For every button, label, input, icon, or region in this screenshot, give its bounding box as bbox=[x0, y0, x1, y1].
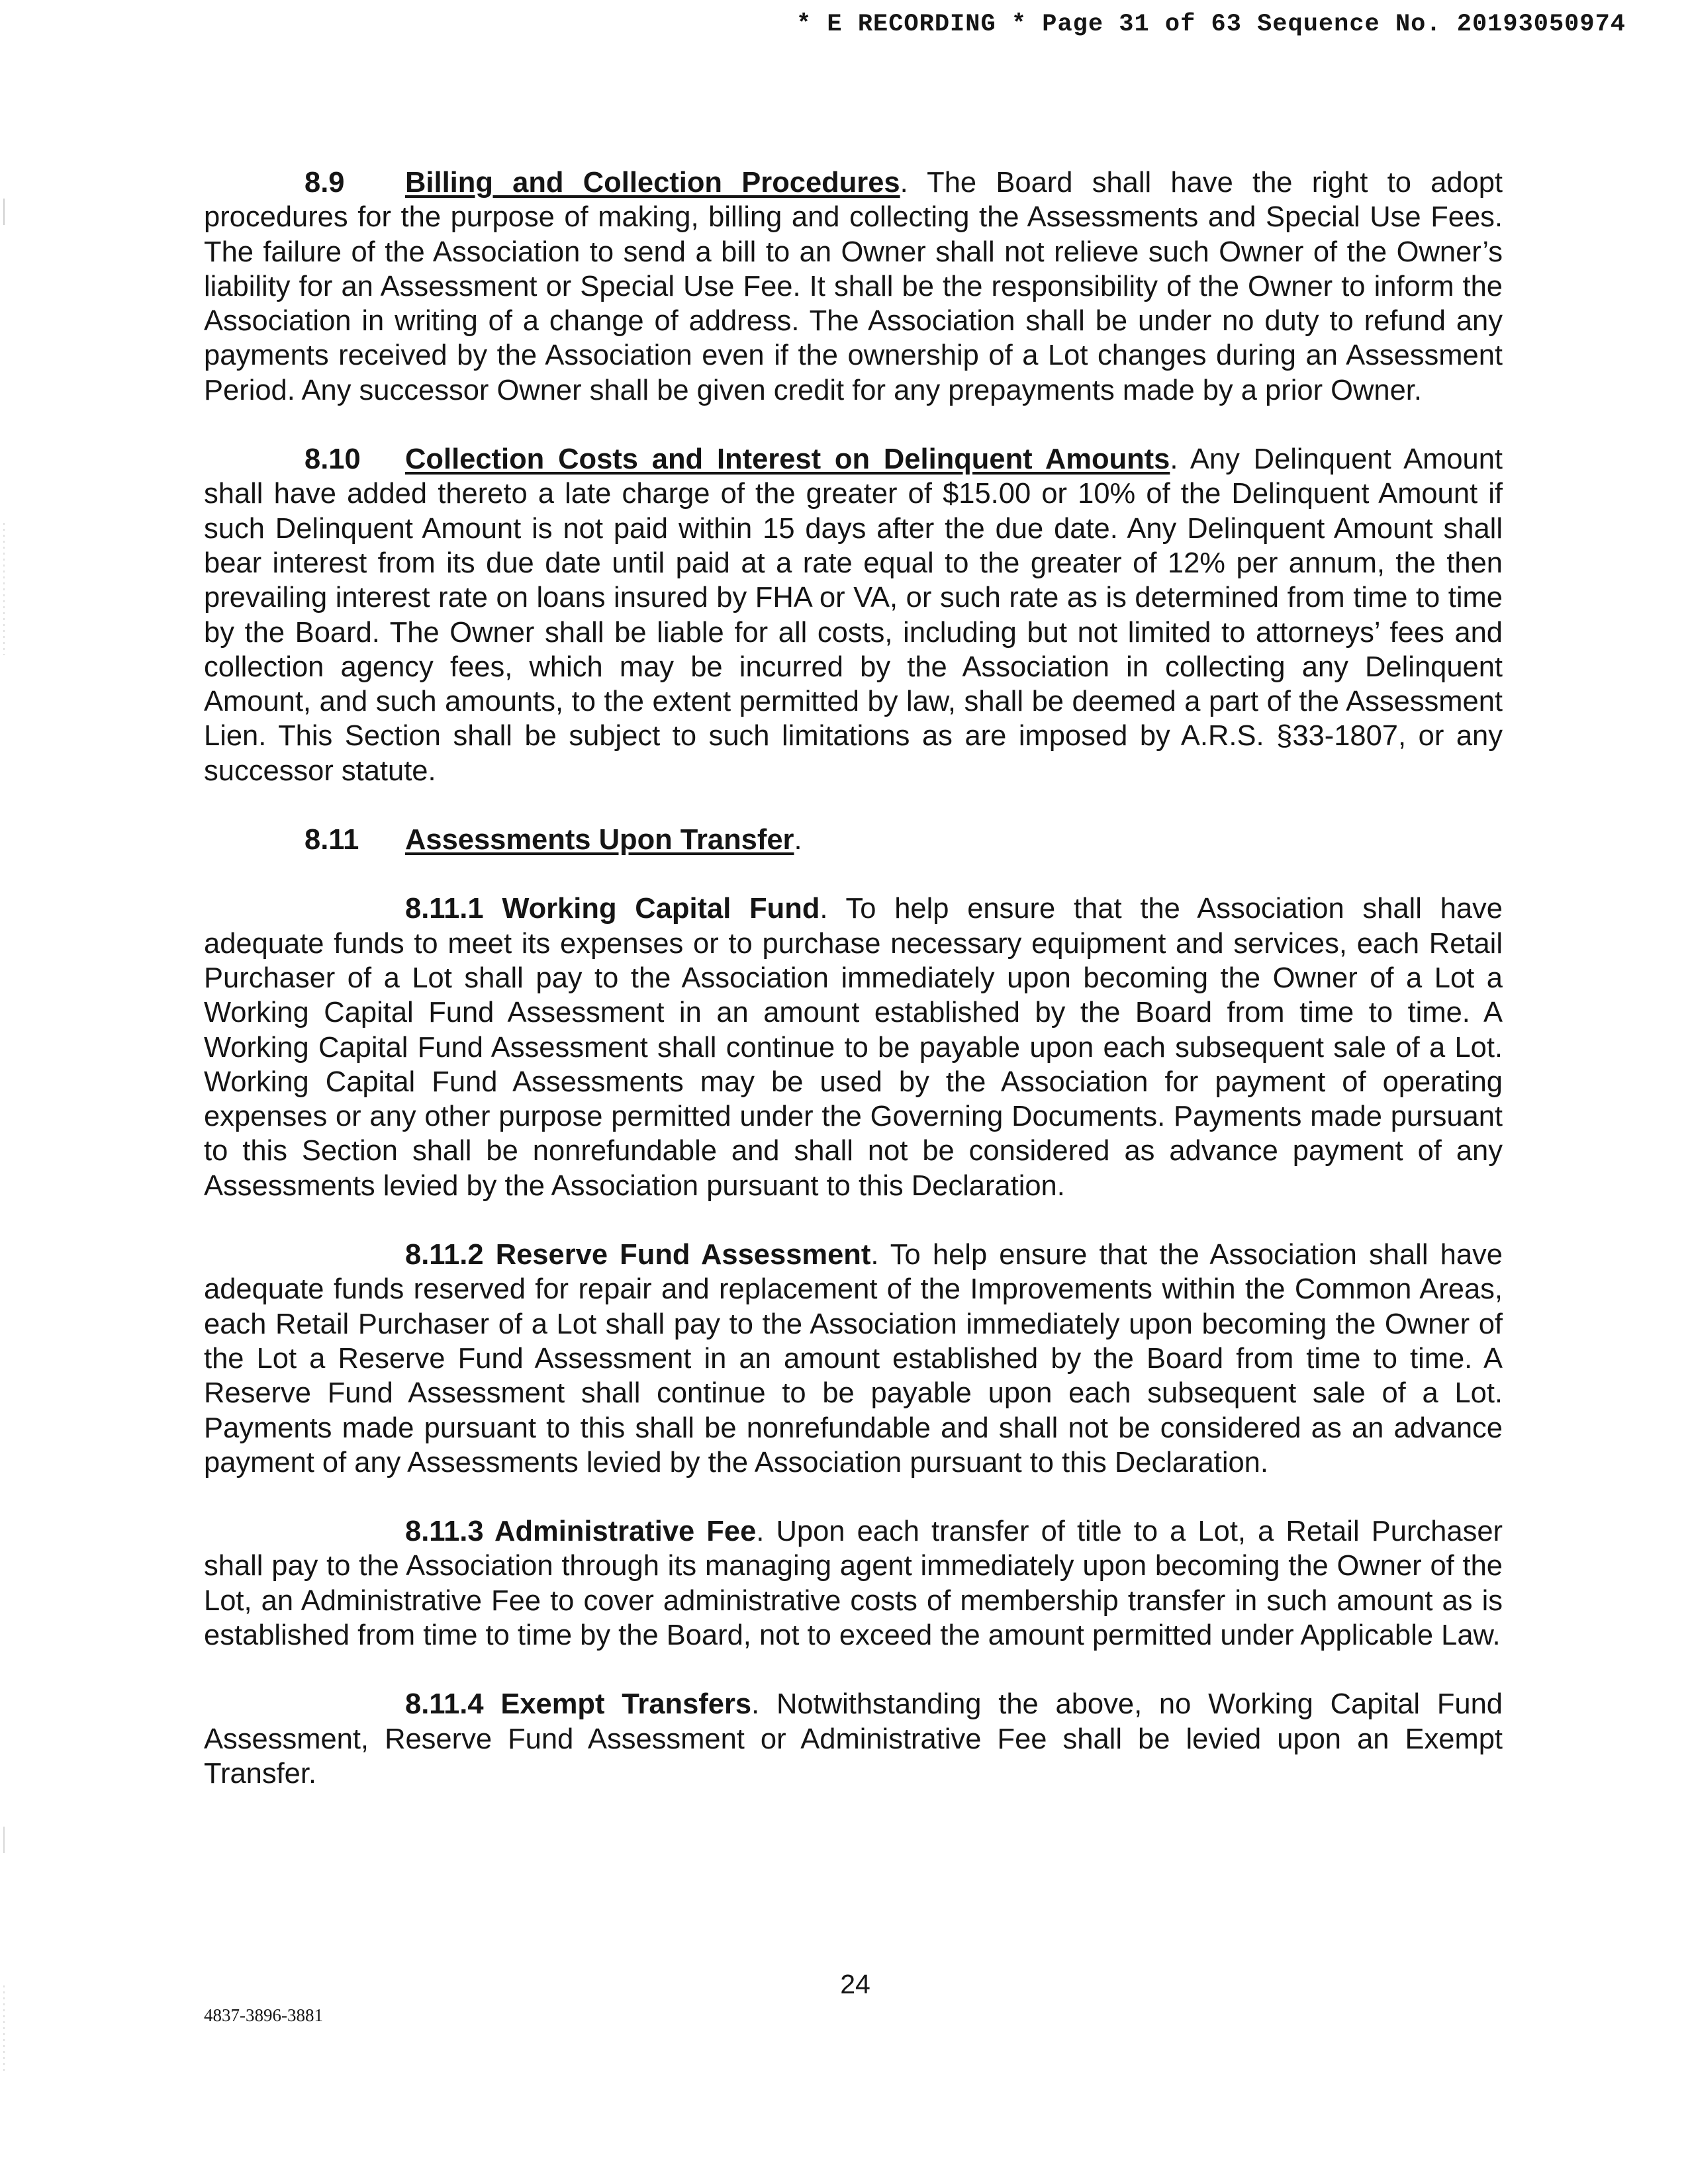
subsection-heading: 8.11.3 Administrative Fee bbox=[405, 1516, 757, 1548]
subsection-heading: 8.11.2 Reserve Fund Assessment bbox=[405, 1239, 871, 1271]
subsection-body: Notwithstanding the above, no Working Capital Fund Assessment, Reserve Fund Assessment or Administrative Fee shall be levied upon an Exempt Transfer. bbox=[204, 1688, 1503, 1790]
section-8-10: 8.10 Collection Costs and Interest on Delinquent Amounts. Any Delinquent Amount shall have added thereto a late charge of the greater of $15.00 or 10% of the Delinquent Amount if such Delinquent Amount is not paid within 15 days after the due date. Any Delinquent Amount shall bear interest from its due date until paid at a rate equal to the greater of 12% per annum, the then prevailing interest rate on loans insured by FHA or VA, or such rate as is determined from time to time by the Board. The Owner shall be liable for all costs, including but not limited to attorneys’ fees and collection agency fees, which may be incurred by the Association in collecting any Delinquent Amount, and such amounts, to the extent permitted by law, shall be deemed a part of the Assessment Lien. This Section shall be subject to such limitations as are imposed by A.R.S. §33-1807, or any successor statute. bbox=[204, 443, 1503, 787]
section-title: Billing and Collection Procedures bbox=[405, 167, 900, 199]
document-id: 4837-3896-3881 bbox=[204, 2005, 323, 2025]
section-body: The Board shall have the right to adopt procedures for the purpose of making, billing and collecting the Assessments and Special Use Fees. The failure of the Association to send a bill to an Owner shall not relieve such Owner of the Owner’s liability for an Assessment or Special Use Fee. It shall be the responsibility of the Owner to inform the Association in writing of a change of address. The Association shall be under no duty to refund any payments received by the Association even if the ownership of a Lot changes during an Assessment Period. Any successor Owner shall be given credit for any prepayments made by a prior Owner. bbox=[204, 167, 1503, 406]
section-title: Collection Costs and Interest on Delinquent Amounts bbox=[405, 443, 1170, 476]
subsection-8-11-2: 8.11.2 Reserve Fund Assessment. To help ensure that the Association shall have adequate funds reserved for repair and replacement of the Improvements within the Common Areas, each Retail Purchaser of a Lot shall pay to the Association immediately upon becoming the Owner of the Lot a Reserve Fund Assessment in an amount established by the Board from time to time. A Reserve Fund Assessment shall continue to be payable upon each subsequent sale of a Lot. Payments made pursuant to this shall be nonrefundable and shall not be considered as an advance payment of any Assessments levied by the Association pursuant to this Declaration. bbox=[204, 1239, 1503, 1479]
section-8-9: 8.9 Billing and Collection Procedures. The Board shall have the right to adopt procedures for the purpose of making, billing and collecting the Assessments and Special Use Fees. The failure of the Association to send a bill to an Owner shall not relieve such Owner of the Owner’s liability for an Assessment or Special Use Fee. It shall be the responsibility of the Owner to inform the Association in writing of a change of address. The Association shall be under no duty to refund any payments received by the Association even if the ownership of a Lot changes during an Assessment Period. Any successor Owner shall be given credit for any prepayments made by a prior Owner. bbox=[204, 167, 1503, 406]
section-number: 8.11 bbox=[305, 824, 359, 856]
section-number: 8.9 bbox=[305, 167, 345, 199]
subsection-8-11-1: 8.11.1 Working Capital Fund. To help ensure that the Association shall have adequate funds to meet its expenses or to purchase necessary equipment and services, each Retail Purchaser of a Lot shall pay to the Association immediately upon becoming the Owner of a Lot a Working Capital Fund Assessment in an amount established by the Board from time to time. A Working Capital Fund Assessment shall continue to be payable upon each subsequent sale of a Lot. Working Capital Fund Assessments may be used by the Association for payment of operating expenses or any other purpose permitted under the Governing Documents. Payments made pursuant to this Section shall be nonrefundable and shall not be considered as advance payment of any Assessments levied by the Association pursuant to this Declaration. bbox=[204, 893, 1503, 1202]
subsection-body: To help ensure that the Association shall have adequate funds to meet its expenses or to purchase necessary equipment and services, each Retail Purchaser of a Lot shall pay to the Association immediately upon becoming the Owner of a Lot a Working Capital Fund Assessment in an amount established by the Board from time to time. A Working Capital Fund Assessment shall continue to be payable upon each subsequent sale of a Lot. Working Capital Fund Assessments may be used by the Association for payment of operating expenses or any other purpose permitted under the Governing Documents. Payments made pursuant to this Section shall be nonrefundable and shall not be considered as advance payment of any Assessments levied by the Association pursuant to this Declaration. bbox=[204, 893, 1503, 1202]
section-title: Assessments Upon Transfer bbox=[405, 824, 794, 856]
section-8-11: 8.11 Assessments Upon Transfer. bbox=[204, 823, 1503, 857]
subsection-8-11-3: 8.11.3 Administrative Fee. Upon each transfer of title to a Lot, a Retail Purchaser shall pay to the Association through its managing agent immediately upon becoming the Owner of the Lot, an Administrative Fee to cover administrative costs of membership transfer in such amount as is established from time to time by the Board, not to exceed the amount permitted under Applicable Law. bbox=[204, 1516, 1503, 1651]
section-body: Any Delinquent Amount shall have added thereto a late charge of the greater of $15.00 or 10% of the Delinquent Amount if such Delinquent Amount is not paid within 15 days after the due date. Any Delinquent Amount shall bear interest from its due date until paid at a rate equal to the greater of 12% per annum, the then prevailing interest rate on loans insured by FHA or VA, or such rate as is determined from time to time by the Board. The Owner shall be liable for all costs, including but not limited to attorneys’ fees and collection agency fees, which may be incurred by the Association in collecting any Delinquent Amount, and such amounts, to the extent permitted by law, shall be deemed a part of the Assessment Lien. This Section shall be subject to such limitations as are imposed by A.R.S. §33-1807, or any successor statute. bbox=[204, 443, 1503, 787]
subsection-heading: 8.11.4 Exempt Transfers bbox=[405, 1688, 752, 1721]
subsection-heading: 8.11.1 Working Capital Fund bbox=[405, 893, 820, 925]
recording-header: * E RECORDING * Page 31 of 63 Sequence No. 20193050974 bbox=[796, 11, 1626, 38]
page-number: 24 bbox=[840, 1969, 870, 1999]
subsection-body: Upon each transfer of title to a Lot, a Retail Purchaser shall pay to the Association through its managing agent immediately upon becoming the Owner of the Lot, an Administrative Fee to cover administrative costs of membership transfer in such amount as is established from time to time by the Board, not to exceed the amount permitted under Applicable Law. bbox=[204, 1516, 1503, 1651]
subsection-body: To help ensure that the Association shall have adequate funds reserved for repair and replacement of the Improvements within the Common Areas, each Retail Purchaser of a Lot shall pay to the Association immediately upon becoming the Owner of the Lot a Reserve Fund Assessment in an amount established by the Board from time to time. A Reserve Fund Assessment shall continue to be payable upon each subsequent sale of a Lot. Payments made pursuant to this shall be nonrefundable and shall not be considered as an advance payment of any Assessments levied by the Association pursuant to this Declaration. bbox=[204, 1239, 1503, 1479]
subsection-8-11-4: 8.11.4 Exempt Transfers. Notwithstanding the above, no Working Capital Fund Assessment, Reserve Fund Assessment or Administrative Fee shall be levied upon an Exempt Transfer. bbox=[204, 1688, 1503, 1790]
section-number: 8.10 bbox=[305, 443, 361, 476]
